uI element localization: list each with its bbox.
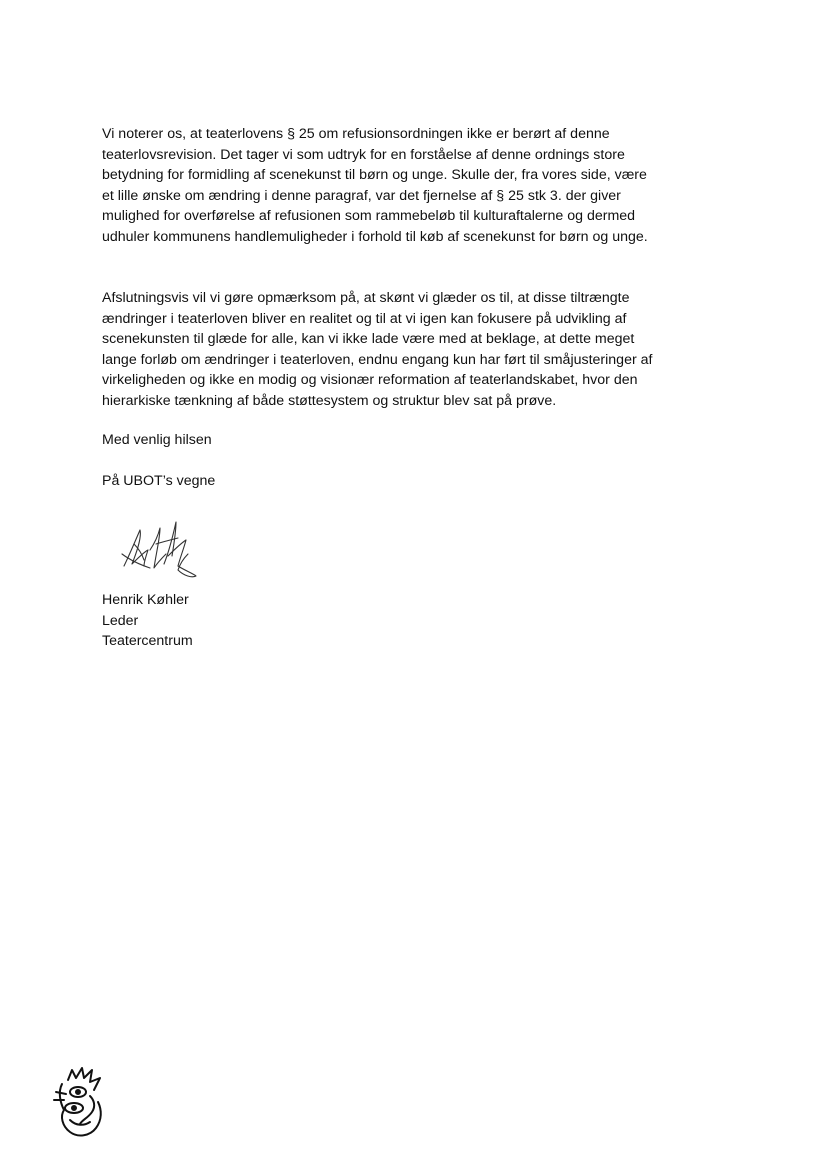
text-line: lange forløb om ændringer i teaterloven, endnu engang kun har ført til småjusteringer af bbox=[102, 351, 653, 368]
text-line: betydning for formidling af scenekunst til børn og unge. Skulle der, fra vores side, være bbox=[102, 167, 647, 184]
text-line: teaterlovsrevision. Det tager vi som udtryk for en forståelse af denne ordnings store bbox=[102, 146, 625, 163]
signatory-title: Leder bbox=[102, 612, 139, 629]
text-line: virkeligheden og ikke en modig og visionær reformation af teaterlandskabet, hvor den bbox=[102, 372, 638, 389]
signatory-name: Henrik Køhler bbox=[102, 592, 189, 608]
text-line: Vi noterer os, at teaterlovens § 25 om refusionsordningen ikke er berørt af denne bbox=[102, 126, 610, 142]
text-line: Afslutningsvis vil vi gøre opmærksom på, at skønt vi glæder os til, at disse tiltrængte bbox=[102, 290, 630, 306]
paragraph-conclusion bbox=[102, 288, 722, 412]
paragraph-refusion bbox=[102, 124, 722, 248]
signature-block bbox=[102, 590, 193, 652]
on-behalf-line: På UBOT’s vegne bbox=[102, 473, 216, 489]
theatre-face-logo-icon bbox=[52, 1066, 108, 1138]
text-line: scenekunsten til glæde for alle, kan vi ikke lade være med at beklage, at dette meget bbox=[102, 331, 635, 348]
signatory-organization: Teatercentrum bbox=[102, 633, 193, 650]
text-line: ændringer i teaterloven bliver en realitet og til at vi igen kan fokusere på udvikling af bbox=[102, 310, 627, 327]
text-line: udhuler kommunens handlemuligheder i forhold til køb af scenekunst for børn og unge. bbox=[102, 228, 648, 245]
handwritten-signature bbox=[114, 514, 204, 584]
closing-greeting: Med venlig hilsen bbox=[102, 432, 212, 448]
text-line: hierarkiske tænkning af både støttesystem og struktur blev sat på prøve. bbox=[102, 392, 557, 409]
text-line: et lille ønske om ændring i denne paragraf, var det fjernelse af § 25 stk 3. der giver bbox=[102, 187, 621, 204]
text-line: mulighed for overførelse af refusionen som rammebeløb til kulturaftalerne og dermed bbox=[102, 208, 636, 225]
